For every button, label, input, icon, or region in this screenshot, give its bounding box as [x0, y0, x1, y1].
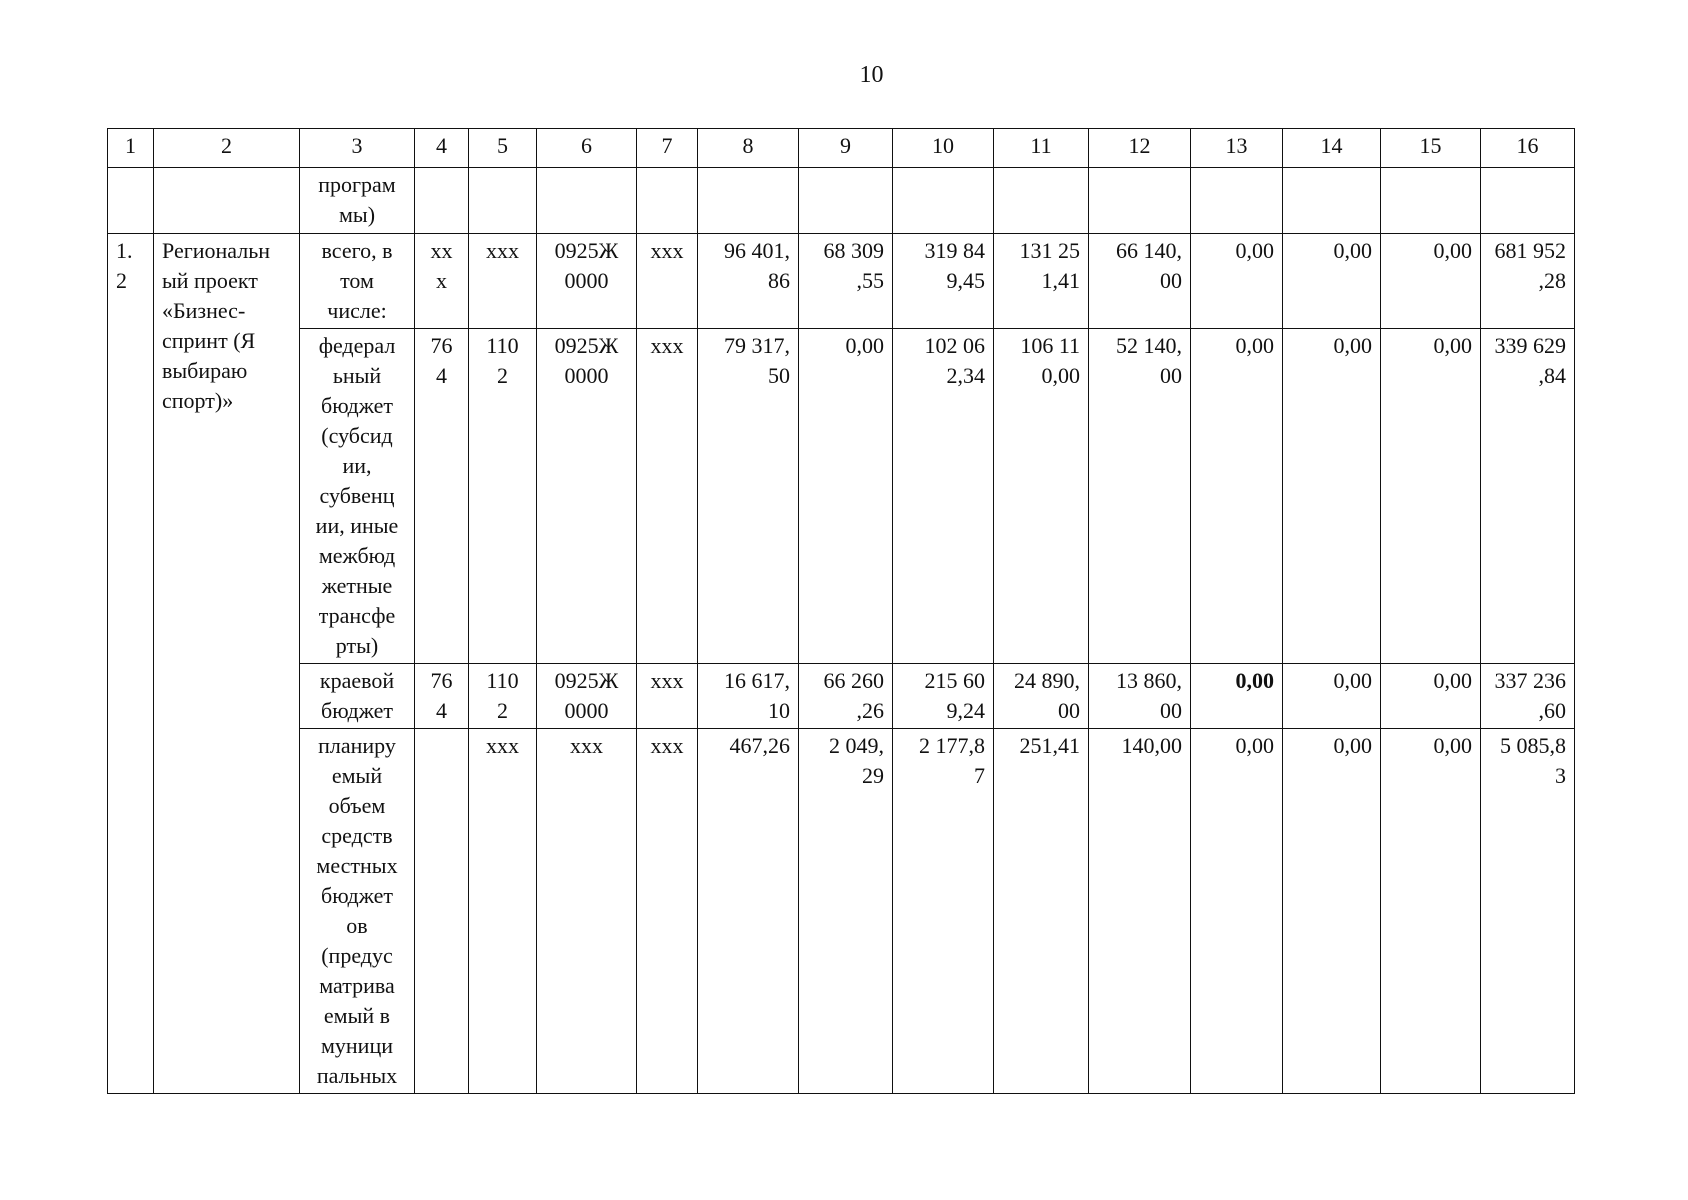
table-row — [108, 729, 1575, 1094]
column-number: 7 — [637, 129, 698, 168]
text-line: 79 317, — [724, 333, 790, 358]
column-number: 1 — [108, 129, 154, 168]
text-line: емый в — [323, 1003, 391, 1028]
text-line: числе: — [327, 298, 387, 323]
text-line: 1. — [116, 238, 133, 263]
text-line: 110 — [486, 333, 519, 358]
text-line: 0,00 — [1333, 238, 1372, 263]
text-line: ххх — [650, 333, 684, 358]
text-line: ххх — [486, 733, 519, 758]
amount-col13 — [1191, 664, 1283, 729]
code-csr — [537, 234, 637, 329]
amount-col13 — [1191, 234, 1283, 329]
text-line: субвенц — [319, 483, 395, 508]
text-line: 7 — [974, 763, 985, 788]
text-line: 0,00 — [1433, 733, 1472, 758]
amount-col9 — [799, 234, 893, 329]
column-number: 5 — [469, 129, 537, 168]
amount-col14 — [1283, 664, 1381, 729]
code-csr — [537, 729, 637, 1094]
text-line: 76 — [430, 668, 453, 693]
text-line: х — [436, 268, 447, 293]
text-line: местных — [316, 853, 398, 878]
amount-col10 — [893, 234, 994, 329]
text-line: 29 — [862, 763, 884, 788]
code-grbs — [415, 234, 469, 329]
amount-col12 — [1089, 329, 1191, 664]
text-line: бюджет — [321, 698, 393, 723]
continuation-row — [108, 168, 1575, 234]
amount-col8 — [698, 329, 799, 664]
text-line: межбюд — [318, 543, 396, 568]
text-line: ьный — [332, 363, 382, 388]
text-line: трансфе — [318, 603, 396, 628]
text-line: ии, — [342, 453, 372, 478]
text-line: выбираю — [162, 358, 248, 383]
text-line: 337 236 — [1494, 668, 1566, 693]
amount-col13 — [1191, 729, 1283, 1094]
text-line: 76 — [430, 333, 453, 358]
amount-col15 — [1381, 664, 1481, 729]
continuation-text — [300, 168, 415, 234]
column-number: 2 — [154, 129, 300, 168]
amount-col15 — [1381, 729, 1481, 1094]
text-line: 102 06 — [924, 333, 985, 358]
text-line: 1,41 — [1041, 268, 1080, 293]
amount-col9 — [799, 664, 893, 729]
text-line: 66 260 — [823, 668, 884, 693]
text-line: средств — [321, 823, 393, 848]
text-line: муници — [320, 1033, 393, 1058]
text-line: 0000 — [564, 698, 609, 723]
text-line: 110 — [486, 668, 519, 693]
code-grbs — [415, 729, 469, 1094]
text-line: 16 617, — [724, 668, 790, 693]
amount-col14 — [1283, 729, 1381, 1094]
text-line: 68 309 — [823, 238, 884, 263]
text-line: 0,00 — [1235, 238, 1274, 263]
code-vr — [637, 729, 698, 1094]
text-line: ,60 — [1538, 698, 1566, 723]
text-line: 4 — [436, 698, 447, 723]
column-number: 16 — [1481, 129, 1575, 168]
text-line: всего, в — [321, 238, 393, 263]
text-line: 0,00 — [1235, 333, 1274, 358]
code-csr — [537, 329, 637, 664]
text-line: 2 — [116, 268, 127, 293]
text-line: 0925Ж — [554, 238, 619, 263]
text-line: 00 — [1160, 363, 1182, 388]
column-number-row — [108, 129, 1575, 168]
text-line: 131 25 — [1019, 238, 1080, 263]
text-line: Региональн — [162, 238, 271, 263]
code-rzpr — [469, 234, 537, 329]
amount-col10 — [893, 729, 994, 1094]
text-line: планиру — [318, 733, 396, 758]
code-rzpr — [469, 729, 537, 1094]
amount-col14 — [1283, 234, 1381, 329]
text-line: пальных — [316, 1063, 398, 1088]
text-line: 251,41 — [1019, 733, 1080, 758]
text-line: ,28 — [1538, 268, 1566, 293]
funding-source — [300, 234, 415, 329]
column-number: 15 — [1381, 129, 1481, 168]
text-line: 0,00 — [1333, 668, 1372, 693]
text-line: спринт (Я — [162, 328, 256, 353]
column-number: 3 — [300, 129, 415, 168]
text-line: ххх — [486, 238, 519, 263]
funding-source — [300, 729, 415, 1094]
column-number: 13 — [1191, 129, 1283, 168]
code-vr — [637, 329, 698, 664]
code-vr — [637, 664, 698, 729]
text-line: 106 11 — [1020, 333, 1080, 358]
funding-source — [300, 329, 415, 664]
text-line: 0,00 — [1041, 363, 1080, 388]
text-line: 0000 — [564, 363, 609, 388]
code-rzpr — [469, 329, 537, 664]
text-line: ххх — [650, 668, 684, 693]
text-line: 00 — [1160, 698, 1182, 723]
text-line: жетные — [321, 573, 393, 598]
table-row — [108, 329, 1575, 664]
table-row — [108, 664, 1575, 729]
text-line: ххх — [650, 733, 684, 758]
column-number: 4 — [415, 129, 469, 168]
text-line: 2 177,8 — [919, 733, 985, 758]
code-csr — [537, 664, 637, 729]
text-line: ии, иные — [315, 513, 399, 538]
column-number: 10 — [893, 129, 994, 168]
text-line: ов — [346, 913, 368, 938]
text-line: 2 — [497, 363, 508, 388]
text-line: 00 — [1058, 698, 1080, 723]
amount-total — [1481, 729, 1575, 1094]
amount-col11 — [994, 729, 1089, 1094]
project-number — [108, 234, 154, 1094]
text-line: 10 — [768, 698, 790, 723]
text-line: 86 — [768, 268, 790, 293]
text-line: 96 401, — [724, 238, 790, 263]
text-line: ый проект — [162, 268, 258, 293]
page-number: 10 — [859, 62, 884, 88]
text-line: рты) — [335, 633, 379, 658]
code-vr — [637, 234, 698, 329]
amount-total — [1481, 234, 1575, 329]
text-line: ххх — [650, 238, 684, 263]
amount-col11 — [994, 329, 1089, 664]
text-line: 2 049, — [829, 733, 884, 758]
text-line: 681 952 — [1494, 238, 1566, 263]
text-line: 52 140, — [1116, 333, 1182, 358]
text-line: 24 890, — [1014, 668, 1080, 693]
text-line: 0,00 — [1333, 333, 1372, 358]
table-row — [108, 234, 1575, 329]
funding-source — [300, 664, 415, 729]
column-number: 14 — [1283, 129, 1381, 168]
text-line: 2,34 — [946, 363, 985, 388]
text-line: мы) — [338, 202, 376, 227]
amount-col8 — [698, 234, 799, 329]
text-line: 66 140, — [1116, 238, 1182, 263]
text-line: 319 84 — [924, 238, 985, 263]
text-line: (субсид — [321, 423, 393, 448]
amount-total — [1481, 329, 1575, 664]
text-line: 0925Ж — [554, 668, 619, 693]
text-line: бюджет — [321, 883, 393, 908]
text-line: 339 629 — [1494, 333, 1566, 358]
text-line: 140,00 — [1121, 733, 1182, 758]
amount-col10 — [893, 329, 994, 664]
text-line: спорт)» — [162, 388, 234, 413]
text-line: 0,00 — [1235, 668, 1274, 693]
amount-col14 — [1283, 329, 1381, 664]
text-line: краевой — [319, 668, 395, 693]
amount-col9 — [799, 329, 893, 664]
project-name — [154, 234, 300, 1094]
amount-col8 — [698, 729, 799, 1094]
amount-total — [1481, 664, 1575, 729]
text-line: «Бизнес- — [162, 298, 246, 323]
column-number: 8 — [698, 129, 799, 168]
text-line: 0,00 — [1333, 733, 1372, 758]
text-line: 4 — [436, 363, 447, 388]
text-line: 3 — [1555, 763, 1566, 788]
amount-col13 — [1191, 329, 1283, 664]
column-number: 9 — [799, 129, 893, 168]
text-line: (предус — [321, 943, 393, 968]
text-line: ,26 — [856, 698, 884, 723]
text-line: 13 860, — [1116, 668, 1182, 693]
text-line: 0,00 — [1433, 238, 1472, 263]
text-line: 0,00 — [1433, 333, 1472, 358]
text-line: ,55 — [856, 268, 884, 293]
amount-col15 — [1381, 329, 1481, 664]
text-line: 00 — [1160, 268, 1182, 293]
text-line: 9,45 — [946, 268, 985, 293]
text-line: 0925Ж — [554, 333, 619, 358]
amount-col12 — [1089, 664, 1191, 729]
column-number: 11 — [994, 129, 1089, 168]
amount-col11 — [994, 234, 1089, 329]
code-grbs — [415, 664, 469, 729]
amount-col8 — [698, 664, 799, 729]
text-line: матрива — [319, 973, 395, 998]
text-line: 0,00 — [1235, 733, 1274, 758]
text-line: ,84 — [1538, 363, 1566, 388]
text-line: 5 085,8 — [1500, 733, 1566, 758]
code-rzpr — [469, 664, 537, 729]
text-line: 215 60 — [924, 668, 985, 693]
text-line: 467,26 — [729, 733, 790, 758]
column-number: 12 — [1089, 129, 1191, 168]
amount-col12 — [1089, 234, 1191, 329]
text-line: 2 — [497, 698, 508, 723]
amount-col11 — [994, 664, 1089, 729]
amount-col9 — [799, 729, 893, 1094]
text-line: 0000 — [564, 268, 609, 293]
text-line: федерал — [318, 333, 396, 358]
text-line: бюджет — [321, 393, 393, 418]
text-line: хх — [430, 238, 453, 263]
text-line: 0,00 — [1433, 668, 1472, 693]
text-line: 9,24 — [946, 698, 985, 723]
code-grbs — [415, 329, 469, 664]
text-line: 50 — [768, 363, 790, 388]
text-line: объем — [328, 793, 386, 818]
amount-col12 — [1089, 729, 1191, 1094]
text-line: програм — [318, 172, 396, 197]
text-line: том — [340, 268, 374, 293]
text-line: ххх — [570, 733, 603, 758]
text-line: емый — [331, 763, 383, 788]
text-line: 0,00 — [845, 333, 884, 358]
amount-col10 — [893, 664, 994, 729]
budget-table — [107, 128, 1575, 1094]
column-number: 6 — [537, 129, 637, 168]
amount-col15 — [1381, 234, 1481, 329]
